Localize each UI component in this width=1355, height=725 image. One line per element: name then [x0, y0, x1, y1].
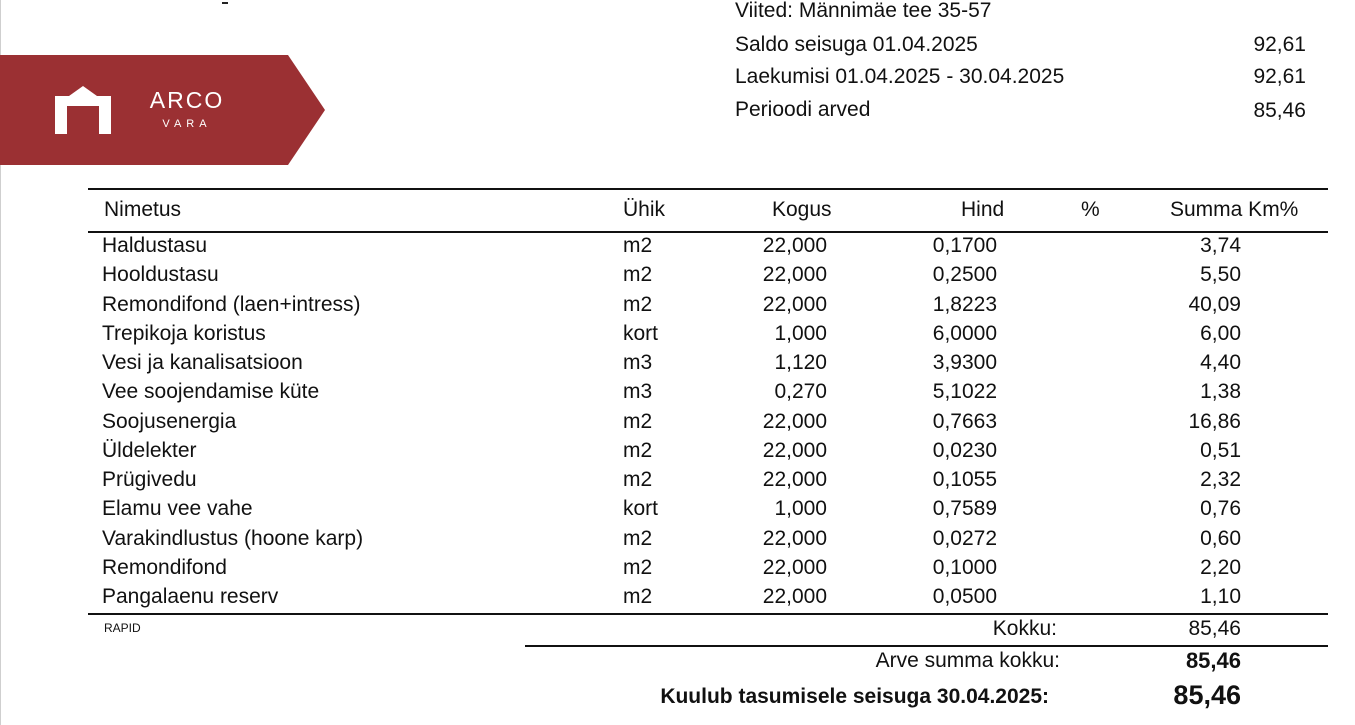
item-qty: 22,000 — [762, 527, 827, 550]
totals-rule — [525, 645, 1328, 647]
item-price: 0,7663 — [932, 410, 997, 433]
item-name: Trepikoja koristus — [102, 322, 266, 345]
item-name: Prügivedu — [102, 468, 197, 491]
item-sum: 0,51 — [1200, 439, 1241, 462]
item-qty: 22,000 — [762, 410, 827, 433]
item-price: 0,7589 — [932, 497, 997, 520]
period-invoices-value: 85,46 — [1253, 99, 1306, 122]
item-name: Vesi ja kanalisatsioon — [102, 351, 303, 374]
item-sum: 1,38 — [1200, 380, 1241, 403]
table-row — [0, 235, 1355, 264]
item-sum: 2,32 — [1200, 468, 1241, 491]
item-qty: 22,000 — [762, 468, 827, 491]
table-row — [0, 586, 1355, 615]
item-price: 0,0230 — [932, 439, 997, 462]
table-top-rule — [88, 188, 1328, 190]
item-qty: 1,000 — [774, 497, 827, 520]
item-sum: 6,00 — [1200, 322, 1241, 345]
cut-off-text-fragment — [222, 0, 228, 4]
item-unit: m3 — [623, 380, 653, 403]
table-row — [0, 323, 1355, 352]
item-price: 0,1700 — [932, 234, 997, 257]
item-name: Remondifond (laen+intress) — [102, 293, 361, 316]
item-qty: 1,120 — [774, 351, 827, 374]
item-name: Remondifond — [102, 556, 227, 579]
item-sum: 1,10 — [1200, 585, 1241, 608]
item-qty: 22,000 — [762, 439, 827, 462]
balance-label: Saldo seisuga 01.04.2025 — [735, 33, 978, 56]
logo-name: ARCO — [149, 87, 225, 113]
item-name: Hooldustasu — [102, 263, 219, 286]
item-name: Vee soojendamise küte — [102, 380, 320, 403]
item-price: 3,9300 — [932, 351, 997, 374]
receipts-value: 92,61 — [1253, 65, 1306, 88]
table-row — [0, 557, 1355, 586]
item-name: Soojusenergia — [102, 410, 237, 433]
item-qty: 22,000 — [762, 556, 827, 579]
item-price: 0,0272 — [932, 527, 997, 550]
item-unit: m2 — [623, 410, 653, 433]
item-sum: 3,74 — [1200, 234, 1241, 257]
table-row — [0, 294, 1355, 323]
balance-value: 92,61 — [1253, 33, 1306, 56]
item-price: 5,1022 — [932, 380, 997, 403]
item-sum: 16,86 — [1188, 410, 1241, 433]
item-price: 0,1055 — [932, 468, 997, 491]
item-qty: 1,000 — [774, 322, 827, 345]
item-unit: m2 — [623, 293, 653, 316]
item-sum: 0,76 — [1200, 497, 1241, 520]
item-name: Elamu vee vahe — [102, 497, 253, 520]
item-name: Pangalaenu reserv — [102, 585, 279, 608]
item-price: 6,0000 — [932, 322, 997, 345]
invoice-total-label: Arve summa kokku: — [875, 649, 1060, 672]
kokku-value: 85,46 — [1188, 617, 1241, 640]
item-unit: kort — [623, 497, 659, 520]
table-row — [0, 498, 1355, 527]
item-unit: m2 — [623, 439, 653, 462]
item-name: Haldustasu — [102, 234, 208, 257]
table-row — [0, 528, 1355, 557]
item-unit: m3 — [623, 351, 653, 374]
col-header-percent: % — [1081, 198, 1100, 221]
item-qty: 0,270 — [774, 380, 827, 403]
amount-due-value: 85,46 — [1173, 680, 1241, 710]
col-header-name: Nimetus — [104, 198, 182, 221]
col-header-sum: Summa Km% — [1170, 198, 1299, 221]
table-row — [0, 381, 1355, 410]
item-qty: 22,000 — [762, 234, 827, 257]
item-sum: 0,60 — [1200, 527, 1241, 550]
invoice-total-value: 85,46 — [1185, 648, 1241, 673]
item-unit: m2 — [623, 585, 653, 608]
table-row — [0, 469, 1355, 498]
arco-vara-logo-banner — [0, 55, 325, 165]
item-sum: 2,20 — [1200, 556, 1241, 579]
item-price: 0,1000 — [932, 556, 997, 579]
table-row — [0, 264, 1355, 293]
item-qty: 22,000 — [762, 585, 827, 608]
col-header-unit: Ühik — [623, 198, 666, 221]
item-price: 1,8223 — [932, 293, 997, 316]
kokku-label: Kokku: — [992, 617, 1057, 640]
receipts-label: Laekumisi 01.04.2025 - 30.04.2025 — [735, 65, 1065, 88]
item-unit: m2 — [623, 234, 653, 257]
item-qty: 22,000 — [762, 293, 827, 316]
item-unit: m2 — [623, 556, 653, 579]
amount-due-label: Kuulub tasumisele seisuga 30.04.2025: — [660, 685, 1049, 708]
col-header-qty: Kogus — [772, 198, 832, 221]
item-unit: m2 — [623, 263, 653, 286]
item-name: Üldelekter — [102, 439, 197, 462]
house-logo-icon — [55, 86, 111, 134]
table-row — [0, 411, 1355, 440]
item-unit: m2 — [623, 527, 653, 550]
item-sum: 40,09 — [1188, 293, 1241, 316]
reference-line: Viited: Männimäe tee 35-57 — [735, 0, 992, 22]
period-invoices-label: Perioodi arved — [735, 98, 871, 121]
logo-subtitle: VARA — [162, 118, 212, 130]
item-name: Varakindlustus (hoone karp) — [102, 527, 364, 550]
item-unit: m2 — [623, 468, 653, 491]
table-header-rule — [88, 231, 1328, 233]
item-unit: kort — [623, 322, 659, 345]
col-header-price: Hind — [961, 198, 1005, 221]
item-sum: 4,40 — [1200, 351, 1241, 374]
table-row — [0, 440, 1355, 469]
item-sum: 5,50 — [1200, 263, 1241, 286]
item-price: 0,0500 — [932, 585, 997, 608]
rapid-label: RAPID — [104, 621, 141, 635]
item-qty: 22,000 — [762, 263, 827, 286]
item-price: 0,2500 — [932, 263, 997, 286]
table-row — [0, 352, 1355, 381]
